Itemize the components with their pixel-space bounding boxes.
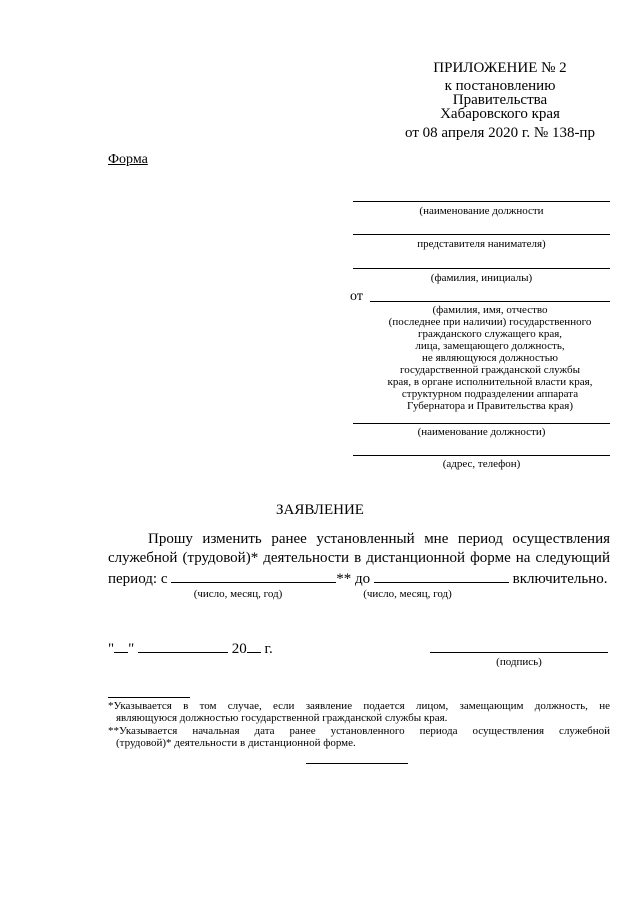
footnote-2-line-2: (трудовой)* деятельности в дистанционной форме. — [116, 737, 356, 749]
header-line-4: от 08 апреля 2020 г. № 138-пр — [405, 125, 595, 141]
caption-fullname-line-5: не являющуюся должностью — [422, 352, 558, 364]
hint-date-to: (число, месяц, год) — [363, 588, 452, 600]
signature-line[interactable] — [430, 652, 608, 653]
period-suffix: включительно. — [512, 571, 608, 587]
caption-fullname-line-6: государственной гражданской службы — [400, 364, 580, 376]
header-line-2: Правительства — [452, 92, 548, 108]
period-prefix: период: с — [108, 571, 168, 587]
caption-fullname-line-4: лица, замещающего должность, — [415, 340, 565, 352]
date-row — [108, 638, 273, 658]
caption-fullname-line-3: гражданского служащего края, — [417, 328, 563, 340]
body-line-2: служебной (трудовой)* деятельности в дистанционной форме на следующий — [108, 550, 610, 566]
address-line — [353, 455, 610, 456]
header-title: ПРИЛОЖЕНИЕ № 2 — [433, 60, 567, 76]
position-line — [353, 201, 610, 202]
day-field[interactable] — [114, 638, 128, 653]
hint-date-from: (число, месяц, год) — [193, 588, 283, 600]
footnote-separator — [108, 697, 190, 698]
header-line-3: Хабаровского края — [440, 106, 560, 122]
form-label: Форма — [108, 152, 148, 167]
date-to-field[interactable] — [374, 568, 509, 583]
body-line-3 — [108, 568, 608, 588]
year-prefix: 20 — [231, 641, 247, 657]
year-suffix: г. — [264, 641, 273, 657]
footnote-1-line-1: *Указывается в том случае, если заявление подается лицом, замещающим должность, не — [108, 700, 610, 712]
caption-signature: (подпись) — [496, 656, 542, 668]
year-field[interactable] — [247, 638, 261, 653]
from-label: от — [350, 289, 363, 304]
end-separator — [306, 763, 408, 764]
caption-fullname — [360, 304, 620, 412]
period-mid: ** до — [336, 571, 371, 587]
month-field[interactable] — [138, 638, 228, 653]
caption-fullname-line-8: структурном подразделении аппарата — [401, 388, 579, 400]
initials-line — [353, 268, 610, 269]
own-position-line — [353, 423, 610, 424]
caption-fullname-line-2: (последнее при наличии) государственного — [388, 316, 592, 328]
caption-own-position: (наименование должности) — [417, 426, 546, 438]
footnote-1-line-2: являющуюся должностью государственной гражданской службы края. — [116, 712, 448, 724]
caption-fullname-line-7: края, в органе исполнительной власти края, — [387, 376, 593, 388]
from-line — [370, 301, 610, 302]
caption-fullname-line-9: Губернатора и Правительства края) — [407, 400, 573, 412]
footnote-2-line-1: **Указывается начальная дата ранее установленного периода осуществления служебной — [108, 725, 610, 737]
caption-employer: представителя нанимателя) — [417, 238, 546, 250]
caption-initials: (фамилия, инициалы) — [430, 272, 533, 284]
caption-position: (наименование должности — [419, 205, 544, 217]
quote-open: " — [108, 641, 115, 657]
date-from-field[interactable] — [171, 568, 336, 583]
document-title: ЗАЯВЛЕНИЕ — [276, 502, 364, 518]
caption-fullname-line-1: (фамилия, имя, отчество — [432, 304, 548, 316]
body-line-1: Прошу изменить ранее установленный мне период осуществления — [148, 531, 610, 547]
header-line-1: к постановлению — [444, 78, 556, 94]
caption-address: (адрес, телефон) — [442, 458, 521, 470]
quote-close: " — [128, 641, 135, 657]
employer-line — [353, 234, 610, 235]
